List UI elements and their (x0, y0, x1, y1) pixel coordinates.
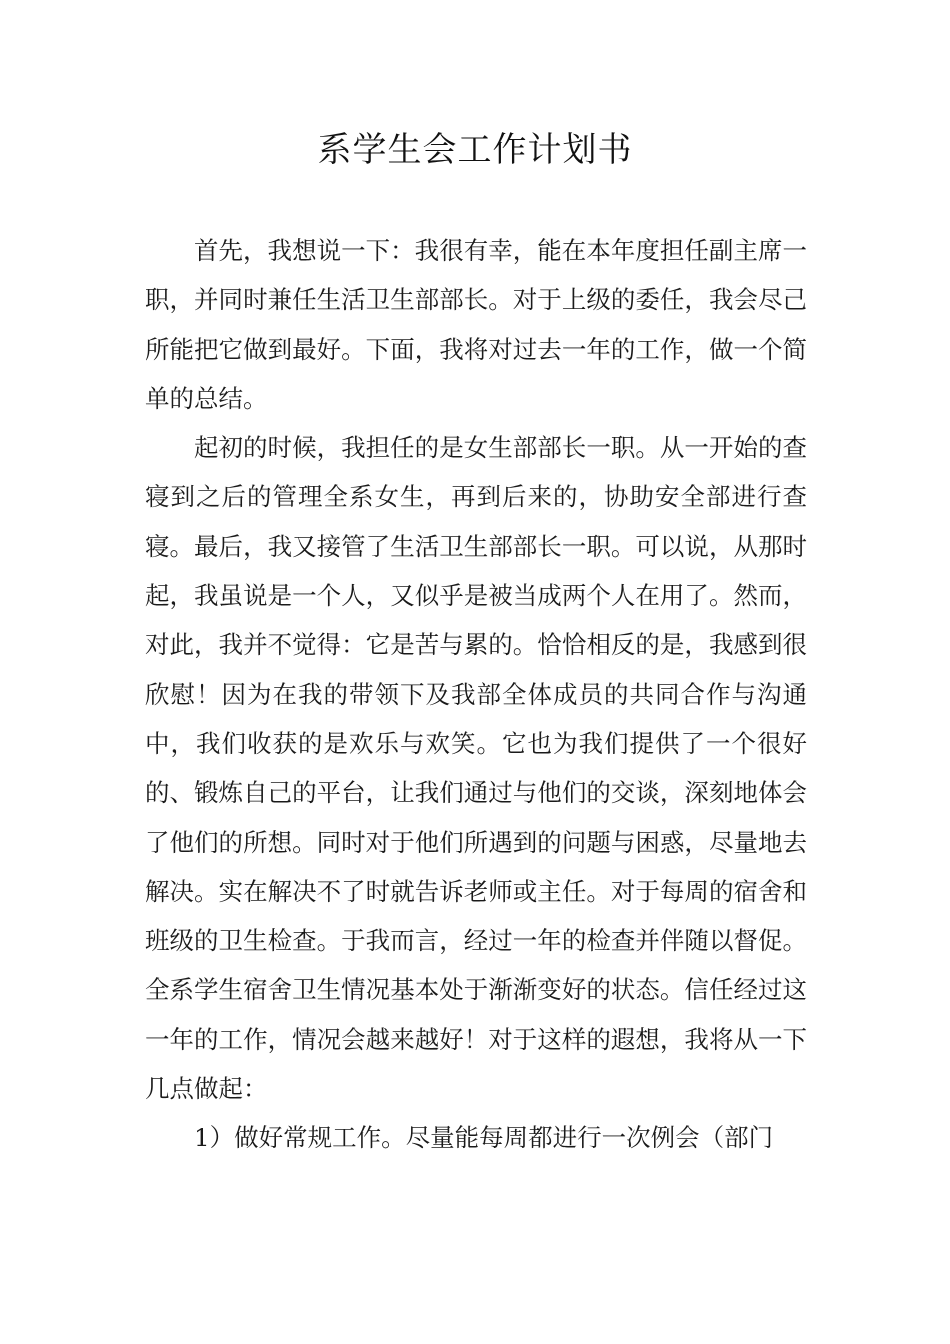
paragraph-plan-item-1: 1）做好常规工作。尽量能每周都进行一次例会（部门 (194, 1123, 774, 1153)
document-body (145, 226, 807, 1163)
paragraph-summary: 起初的时候，我担任的是女生部部长一职。从一开始的查寝到之后的管理全系女生，再到后来的，协助安全部进行查寝。最后，我又接管了生活卫生部部长一职。可以说，从那时起，我虽说是一个人，又似乎是被当成两个人在用了。然而，对此，我并不觉得：它是苦与累的。恰恰相反的是，我感到很欣慰！因为在我的带领下及我部全体成员的共同合作与沟通中，我们收获的是欢乐与欢笑。它也为我们提供了一个很好的、锻炼自己的平台，让我们通过与他们的交谈，深刻地体会了他们的所想。同时对于他们所遇到的问题与困惑，尽量地去解决。实在解决不了时就告诉老师或主任。对于每周的宿舍和班级的卫生检查。于我而言，经过一年的检查并伴随以督促。全系学生宿舍卫生情况基本处于渐渐变好的状态。信任经过这一年的工作，情况会越来越好！对于这样的遐想，我将从一下几点做起： (145, 433, 807, 1104)
paragraph-intro: 首先，我想说一下：我很有幸，能在本年度担任副主席一职，并同时兼任生活卫生部部长。对于上级的委任，我会尽己所能把它做到最好。下面，我将对过去一年的工作，做一个简单的总结。 (145, 236, 807, 413)
document-title: 系学生会工作计划书 (317, 130, 633, 170)
